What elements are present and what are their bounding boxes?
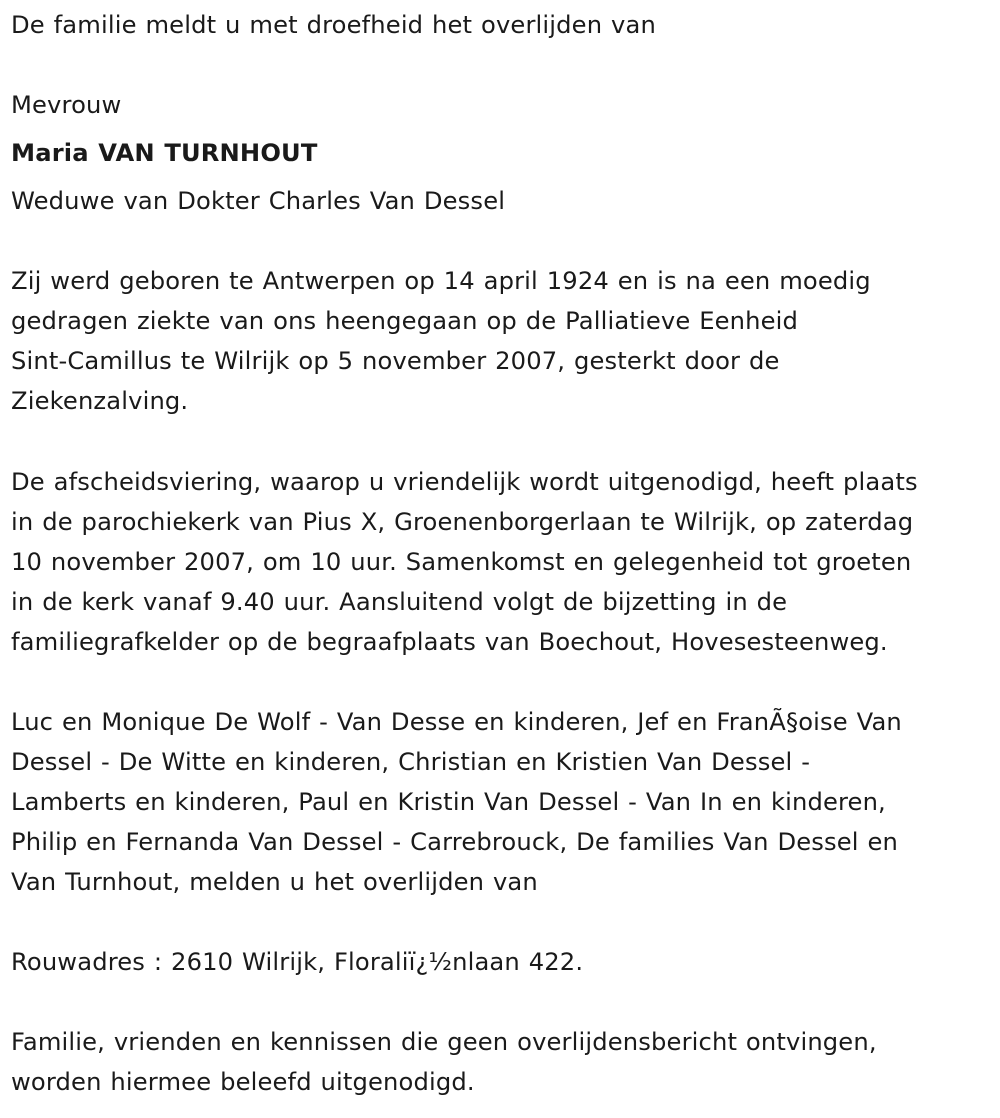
family-paragraph: Luc en Monique De Wolf - Van Desse en kinderen, Jef en FranÃ§oise Van Dessel - De Witte en kinderen, Christian en Kristien Van Dessel - Lamberts en kinderen, Paul en Kristin Van Dessel - Van In en kinderen, Philip en Fernanda Van Dessel - Carrebrouck, De families Van Dessel en Van Turnhout, melden u het overlijden van <box>11 708 902 896</box>
widow-of-text: Weduwe van Dokter Charles Van Dessel <box>11 187 506 215</box>
closing-paragraph: Familie, vrienden en kennissen die geen overlijdensbericht ontvingen, worden hiermee beleefd uitgenodigd. <box>11 1028 877 1096</box>
ceremony-paragraph: De afscheidsviering, waarop u vriendelijk wordt uitgenodigd, heeft plaats in de parochiekerk van Pius X, Groenenborgerlaan te Wilrijk, op zaterdag 10 november 2007, om 10 uur. Samenkomst en gelegenheid tot groeten in de kerk vanaf 9.40 uur. Aansluitend volgt de bijzetting in de familiegrafkelder op de begraafplaats van Boechout, Hovesesteenweg. <box>11 468 918 656</box>
intro-text: De familie meldt u met droefheid het overlijden van <box>11 11 656 39</box>
birth-death-paragraph: Zij werd geboren te Antwerpen op 14 april 1924 en is na een moedig gedragen ziekte van ons heengegaan op de Palliatieve Eenheid Sint-Camillus te Wilrijk op 5 november 2007, gesterkt door de Ziekenzalving. <box>11 267 871 415</box>
mourning-address: Rouwadres : 2610 Wilrijk, Floraliï¿½nlaan 422. <box>11 948 584 976</box>
title-text: Mevrouw <box>11 91 122 119</box>
deceased-name: Maria VAN TURNHOUT <box>11 139 318 167</box>
